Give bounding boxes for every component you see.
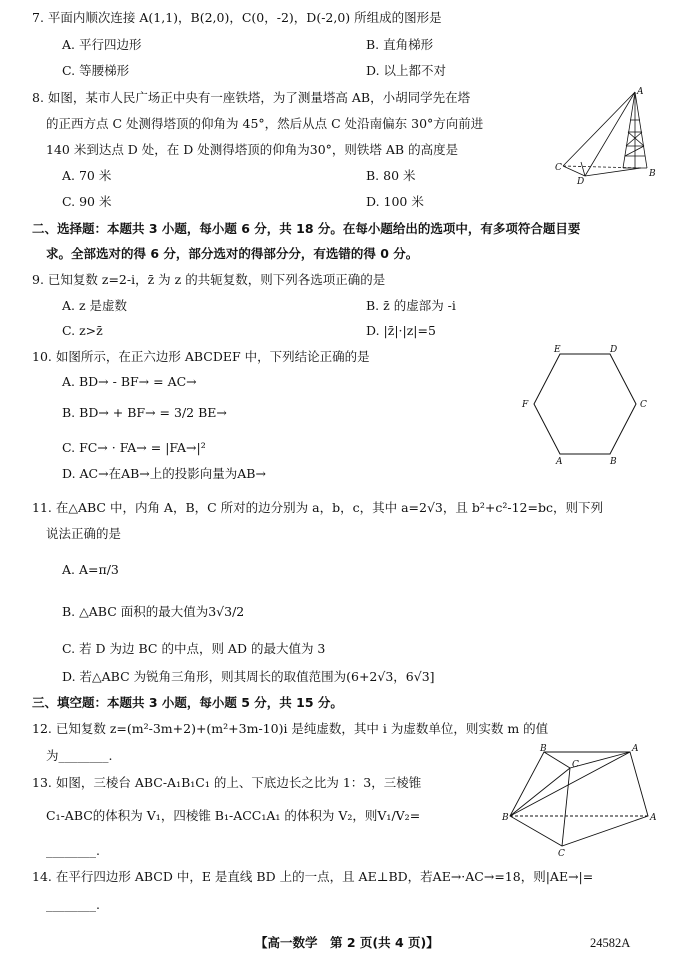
q10-option-d: D. AC→在AB→上的投影向量为AB→	[62, 466, 266, 481]
page-footer-title: 【高一数学 第 2 页(共 4 页)】	[255, 935, 439, 950]
q11-option-a: A. A=π/3	[62, 562, 119, 577]
q11-stem-line2: 说法正确的是	[46, 526, 122, 541]
frustum-label-b1: B	[540, 744, 547, 754]
q10-option-b: B. BD→ + BF→ = 3/2 BE→	[62, 405, 227, 420]
hexagon-figure	[518, 344, 658, 466]
q11-option-b: B. △ABC 面积的最大值为3√3/2	[62, 604, 245, 619]
frustum-figure	[500, 742, 660, 860]
q12-stem-line1: 12. 已知复数 z=(m²-3m+2)+(m²+3m-10)i 是纯虚数，其中 i 为虚数单位，则实数 m 的值	[32, 721, 549, 736]
q12-stem-line2: 为________.	[46, 748, 113, 763]
q10-option-a: A. BD→ - BF→ = AC→	[62, 374, 197, 389]
q8-option-d: D. 100 米	[366, 194, 424, 209]
frustum-label-a1: A	[632, 744, 639, 754]
q9-stem: 9. 已知复数 z=2-i，z̄ 为 z 的共轭复数，则下列各选项正确的是	[32, 272, 386, 287]
q8-option-a: A. 70 米	[62, 168, 112, 183]
q7-option-a: A. 平行四边形	[62, 37, 142, 52]
q13-stem-line1: 13. 如图，三棱台 ABC-A₁B₁C₁ 的上、下底边长之比为 1：3，三棱锥	[32, 775, 422, 790]
q9-option-d: D. |z̄|·|z|=5	[366, 323, 436, 338]
q8-stem-line3: 140 米到达点 D 处，在 D 处测得塔顶的仰角为30°，则铁塔 AB 的高度是	[46, 142, 459, 157]
frustum-label-c1: C	[572, 760, 579, 770]
q10-stem: 10. 如图所示，在正六边形 ABCDEF 中，下列结论正确的是	[32, 349, 370, 364]
q7-option-d: D. 以上都不对	[366, 63, 447, 78]
hexagon-label-a: A	[556, 457, 563, 466]
q9-option-c: C. z>z̄	[62, 323, 103, 338]
q14-answer-blank: ________.	[46, 897, 100, 912]
tower-figure	[555, 84, 665, 184]
hexagon-label-c: C	[640, 400, 647, 410]
page-footer-code: 24582A	[590, 936, 631, 950]
q11-option-d: D. 若△ABC 为锐角三角形，则其周长的取值范围为(6+2√3，6√3]	[62, 669, 435, 684]
q7-option-b: B. 直角梯形	[366, 37, 434, 52]
q11-option-c: C. 若 D 为边 BC 的中点，则 AD 的最大值为 3	[62, 641, 326, 656]
q14-stem-line1: 14. 在平行四边形 ABCD 中，E 是直线 BD 上的一点，且 AE⊥BD，若AE→·AC→=18，则|AE→|=	[32, 869, 594, 884]
q8-option-c: C. 90 米	[62, 194, 112, 209]
section3-heading: 三、填空题：本题共 3 小题，每小题 5 分，共 15 分。	[32, 695, 343, 710]
section2-heading-line2: 求。全部选对的得 6 分，部分选对的得部分分，有选错的得 0 分。	[46, 246, 419, 261]
q7-stem: 7. 平面内顺次连接 A(1,1)，B(2,0)，C(0，-2)，D(-2,0) 所组成的图形是	[32, 10, 442, 25]
q10-option-c: C. FC→ · FA→ = |FA→|²	[62, 440, 206, 455]
tower-label-b: B	[649, 169, 656, 179]
q8-stem-line1: 8. 如图，某市人民广场正中央有一座铁塔，为了测量塔高 AB，小胡同学先在塔	[32, 90, 471, 105]
tower-label-a: A	[637, 87, 644, 97]
hexagon-label-d: D	[610, 345, 618, 355]
q13-stem-line2: C₁-ABC的体积为 V₁，四棱锥 B₁-ACC₁A₁ 的体积为 V₂，则V₁/V₂=	[46, 808, 421, 823]
q7-option-c: C. 等腰梯形	[62, 63, 130, 78]
q8-option-b: B. 80 米	[366, 168, 416, 183]
hexagon-label-e: E	[554, 345, 561, 355]
q13-answer-blank: ________.	[46, 843, 100, 858]
q11-stem-line1: 11. 在△ABC 中，内角 A，B，C 所对的边分别为 a，b，c，其中 a=2√3，且 b²+c²-12=bc，则下列	[32, 500, 603, 515]
tower-label-d: D	[577, 177, 585, 184]
q9-option-b: B. z̄ 的虚部为 -i	[366, 298, 456, 313]
frustum-label-c: C	[558, 849, 565, 859]
frustum-label-b: B	[502, 813, 509, 823]
hexagon-label-f: F	[522, 400, 529, 410]
tower-label-c: C	[555, 163, 562, 173]
q9-option-a: A. z 是虚数	[62, 298, 128, 313]
q8-stem-line2: 的正西方点 C 处测得塔顶的仰角为 45°，然后从点 C 处沿南偏东 30°方向前进	[46, 116, 484, 131]
frustum-label-a: A	[650, 813, 657, 823]
section2-heading-line1: 二、选择题：本题共 3 小题，每小题 6 分，共 18 分。在每小题给出的选项中，有多项符合题目要	[32, 221, 581, 236]
hexagon-label-b: B	[610, 457, 617, 466]
